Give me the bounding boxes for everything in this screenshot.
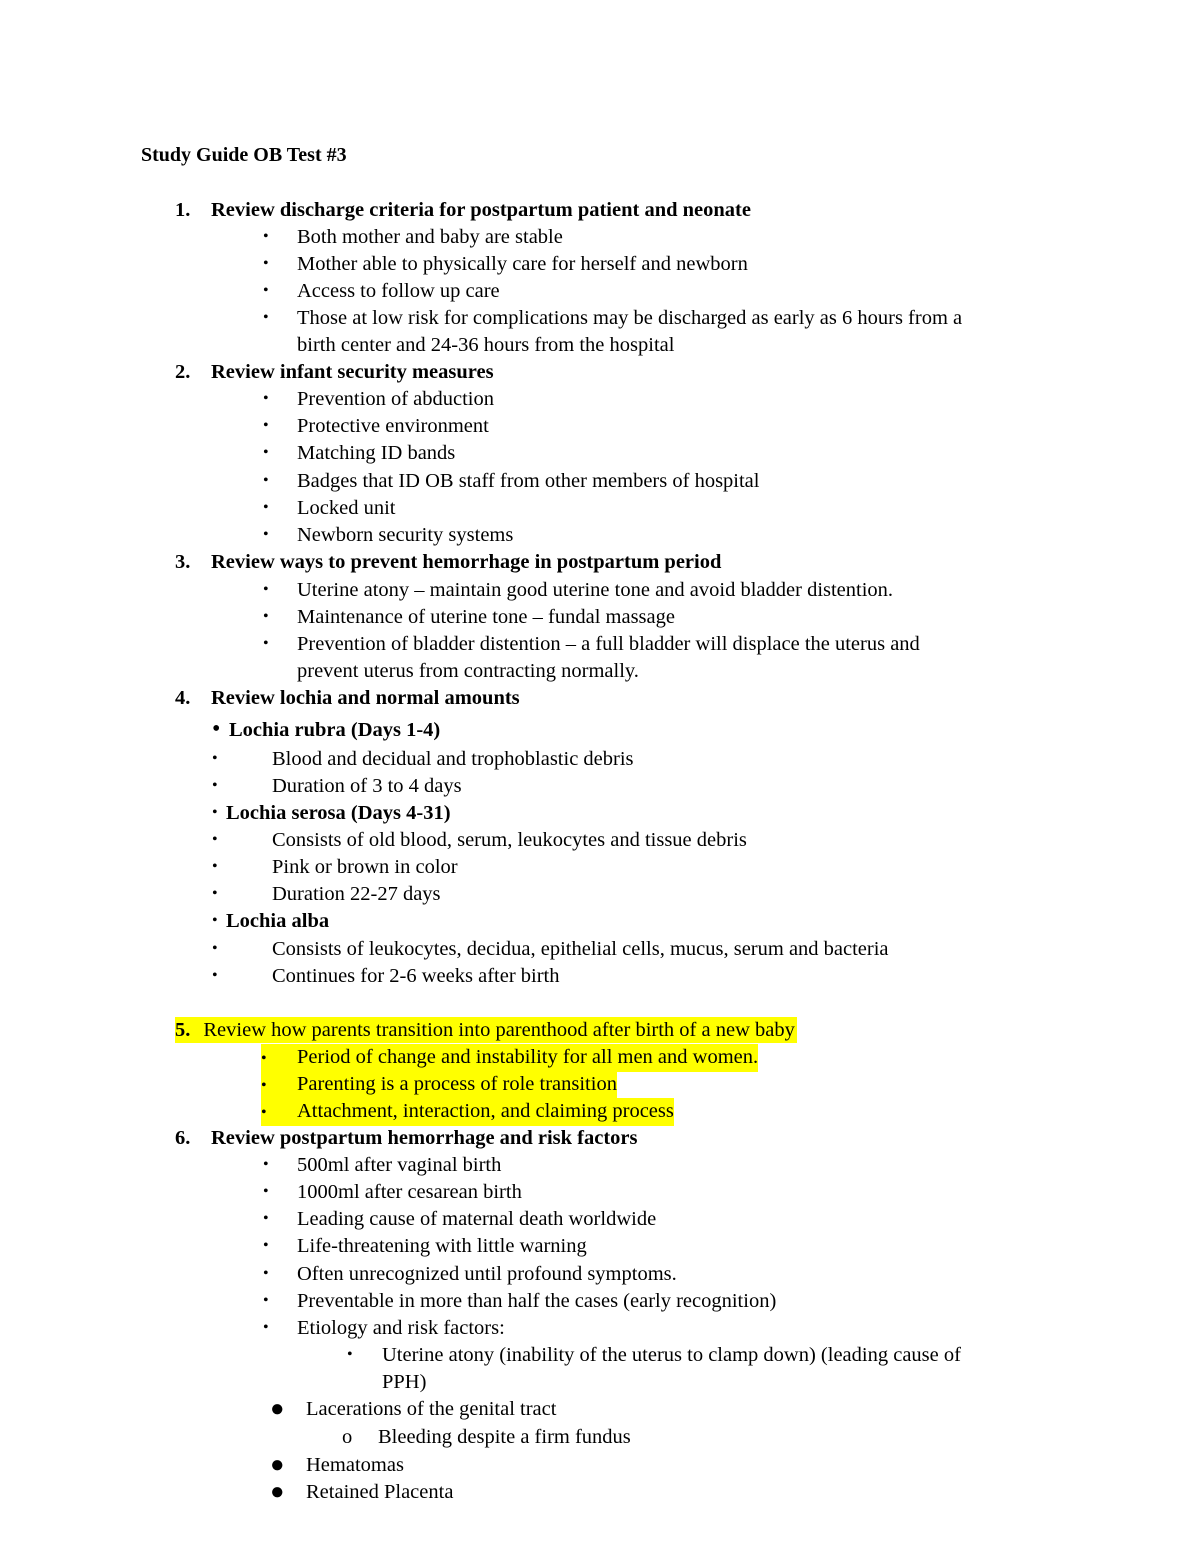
section-heading: Review postpartum hemorrhage and risk factors <box>211 1127 638 1149</box>
bullet-icon: • <box>263 255 269 272</box>
lochia-subheading: Lochia rubra (Days 1-4) <box>229 719 441 741</box>
list-item: Matching ID bands <box>297 442 456 464</box>
bullet-icon: • <box>263 282 269 299</box>
bullet-icon: • <box>261 1104 267 1121</box>
list-item: Prevention of abduction <box>297 388 494 410</box>
list-item: Blood and decidual and trophoblastic debris <box>272 748 634 770</box>
list-item: Retained Placenta <box>306 1481 454 1503</box>
bullet-icon: ● <box>270 1452 285 1478</box>
list-item: Preventable in more than half the cases (early recognition) <box>297 1290 777 1312</box>
list-item: Pink or brown in color <box>272 856 458 878</box>
sub-list-item: Uterine atony (inability of the uterus to clamp down) (leading cause of <box>382 1344 961 1366</box>
list-item: Protective environment <box>297 415 489 437</box>
list-item: Mother able to physically care for herself and newborn <box>297 253 748 275</box>
list-item: Consists of old blood, serum, leukocytes and tissue debris <box>272 829 747 851</box>
list-item: Lacerations of the genital tract <box>306 1398 557 1420</box>
bullet-icon: • <box>263 526 269 543</box>
list-item: Access to follow up care <box>297 280 500 302</box>
bullet-icon: • <box>263 1183 269 1200</box>
section-heading: Review ways to prevent hemorrhage in postpartum period <box>211 551 722 573</box>
bullet-icon: • <box>263 581 269 598</box>
list-item: Life-threatening with little warning <box>297 1235 587 1257</box>
bullet-icon: • <box>263 635 269 652</box>
section-number: 4. <box>175 687 191 709</box>
list-item: Both mother and baby are stable <box>297 226 563 248</box>
bullet-icon: • <box>263 228 269 245</box>
section-heading: Review infant security measures <box>211 361 494 383</box>
list-item: Maintenance of uterine tone – fundal massage <box>297 606 675 628</box>
bullet-icon: • <box>263 390 269 407</box>
section-number: 2. <box>175 361 191 383</box>
bullet-icon: ● <box>270 1396 285 1422</box>
list-item: Those at low risk for complications may be discharged as early as 6 hours from a <box>297 307 963 329</box>
list-item: Period of change and instability for all men and women. <box>297 1046 759 1068</box>
list-item: Duration of 3 to 4 days <box>272 775 462 797</box>
bullet-icon: • <box>212 858 218 875</box>
lochia-subheading: Lochia alba <box>226 910 330 932</box>
list-item: Continues for 2-6 weeks after birth <box>272 965 560 987</box>
bullet-icon: • <box>212 940 218 957</box>
bullet-icon: • <box>263 472 269 489</box>
section-heading: Review lochia and normal amounts <box>211 687 520 709</box>
section-heading: Review how parents transition into parenthood after birth of a new baby <box>203 1019 795 1041</box>
bullet-icon: • <box>263 417 269 434</box>
bullet-icon: • <box>212 831 218 848</box>
sub-list-item-continuation: PPH) <box>382 1371 427 1393</box>
bullet-icon: • <box>263 1156 269 1173</box>
bullet-icon: • <box>212 716 221 742</box>
section-number: 3. <box>175 551 191 573</box>
list-item: Uterine atony – maintain good uterine tone and avoid bladder distention. <box>297 579 894 601</box>
list-item: Locked unit <box>297 497 396 519</box>
list-item: 500ml after vaginal birth <box>297 1154 502 1176</box>
highlighted-item-row <box>261 1071 617 1099</box>
bullet-icon: • <box>261 1050 267 1067</box>
bullet-icon: • <box>212 804 218 821</box>
list-item: 1000ml after cesarean birth <box>297 1181 522 1203</box>
bullet-icon: • <box>263 1292 269 1309</box>
bullet-icon: • <box>263 1319 269 1336</box>
bullet-icon: • <box>263 1237 269 1254</box>
list-item: Attachment, interaction, and claiming process <box>297 1100 674 1122</box>
list-item: Duration 22-27 days <box>272 883 441 905</box>
highlighted-heading-row <box>175 1017 797 1043</box>
list-item: Etiology and risk factors: <box>297 1317 505 1339</box>
bullet-icon: • <box>212 885 218 902</box>
bullet-icon: • <box>212 750 218 767</box>
section-heading: Review discharge criteria for postpartum patient and neonate <box>211 199 751 221</box>
list-item: Hematomas <box>306 1454 404 1476</box>
circle-bullet-icon: o <box>342 1426 353 1448</box>
highlighted-item-row <box>261 1098 674 1126</box>
bullet-icon: • <box>263 1265 269 1282</box>
section-number: 1. <box>175 199 191 221</box>
bullet-icon: • <box>263 1210 269 1227</box>
document-title: Study Guide OB Test #3 <box>141 144 347 166</box>
highlighted-item-row <box>261 1044 758 1072</box>
bullet-icon: • <box>212 967 218 984</box>
bullet-icon: • <box>261 1077 267 1094</box>
list-item: Newborn security systems <box>297 524 514 546</box>
sub-list-item: Bleeding despite a firm fundus <box>378 1426 631 1448</box>
list-item: Prevention of bladder distention – a full bladder will displace the uterus and <box>297 633 920 655</box>
list-item: Leading cause of maternal death worldwide <box>297 1208 657 1230</box>
list-item-continuation: birth center and 24-36 hours from the hospital <box>297 334 675 356</box>
section-number: 5. <box>175 1019 191 1041</box>
section-number: 6. <box>175 1127 191 1149</box>
bullet-icon: • <box>347 1346 353 1363</box>
list-item: Consists of leukocytes, decidua, epithelial cells, mucus, serum and bacteria <box>272 938 889 960</box>
lochia-subheading: Lochia serosa (Days 4-31) <box>226 802 451 824</box>
bullet-icon: ● <box>270 1479 285 1505</box>
bullet-icon: • <box>263 309 269 326</box>
bullet-icon: • <box>263 499 269 516</box>
list-item: Often unrecognized until profound symptoms. <box>297 1263 677 1285</box>
list-item-continuation: prevent uterus from contracting normally. <box>297 660 639 682</box>
bullet-icon: • <box>263 444 269 461</box>
list-item: Parenting is a process of role transition <box>297 1073 617 1095</box>
bullet-icon: • <box>263 608 269 625</box>
bullet-icon: • <box>212 912 218 929</box>
list-item: Badges that ID OB staff from other members of hospital <box>297 470 760 492</box>
bullet-icon: • <box>212 777 218 794</box>
